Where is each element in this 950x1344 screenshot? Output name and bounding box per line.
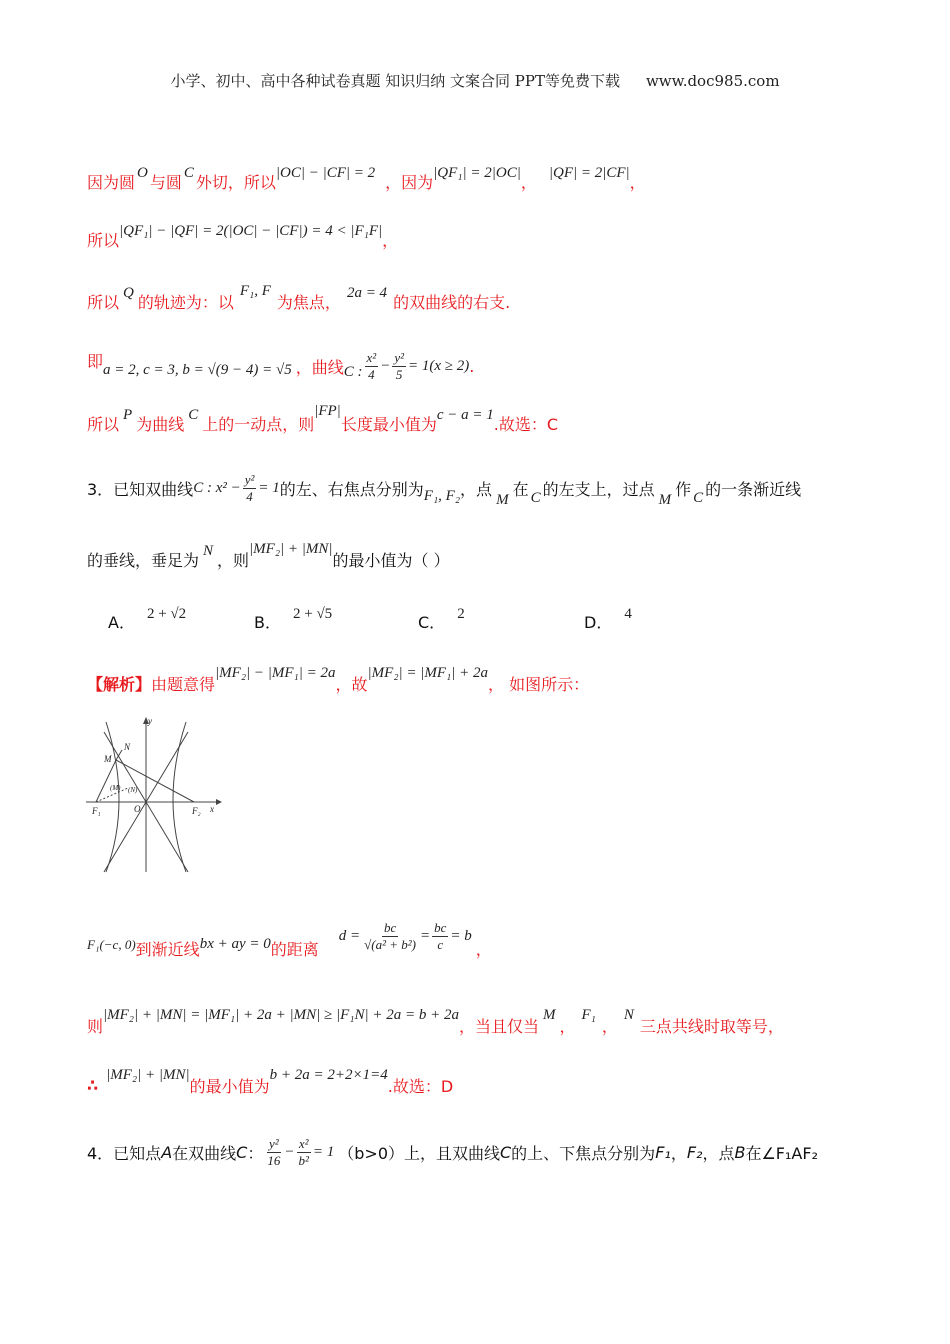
math: M bbox=[658, 492, 672, 508]
math: C : bbox=[343, 364, 363, 380]
math: d = bbox=[338, 928, 361, 944]
math: M bbox=[542, 1007, 556, 1023]
solution-line-4 bbox=[87, 350, 474, 383]
text: 的一条渐近线 bbox=[705, 480, 802, 499]
text: 所以 bbox=[87, 293, 120, 312]
math: = bbox=[420, 928, 431, 944]
math: B bbox=[734, 1143, 746, 1162]
solution-3-line-2 bbox=[87, 920, 492, 959]
text: 的垂线，垂足为 bbox=[87, 551, 200, 570]
option-a[interactable]: A． 2 + √2 bbox=[108, 606, 187, 632]
text: ，因为 bbox=[385, 173, 434, 192]
text: . bbox=[469, 357, 475, 376]
label-m: M bbox=[104, 754, 112, 764]
math: a = 2, c = 3, b = √(9 − 4) = √5 bbox=[103, 362, 292, 378]
text: 的最小值为（ ） bbox=[332, 551, 450, 570]
text: ， bbox=[475, 940, 492, 959]
math: C bbox=[693, 490, 704, 506]
fraction: $\frac{bc}{c}$ bbox=[434, 920, 447, 952]
math: = 1 bbox=[258, 480, 280, 496]
math: |MF₂| = |MF₁| + 2a bbox=[367, 665, 489, 681]
text: 作 bbox=[675, 480, 692, 499]
math: = 1(x ≥ 2) bbox=[407, 358, 470, 374]
header-text: 小学、初中、高中各种试卷真题 知识归纳 文案合同 PPT等免费下载 bbox=[170, 72, 620, 90]
math: C bbox=[188, 407, 199, 423]
hyperbola-figure bbox=[84, 712, 224, 874]
text: ， bbox=[629, 173, 646, 192]
text: （b>0）上，且双曲线 bbox=[338, 1144, 500, 1163]
solution-line-5 bbox=[87, 403, 558, 435]
text: ，则 bbox=[217, 551, 250, 570]
math: 2a = 4 bbox=[346, 285, 388, 301]
text: .故选：C bbox=[493, 415, 558, 434]
text: .故选：D bbox=[387, 1077, 454, 1096]
math: F₁(−c, 0) bbox=[87, 936, 136, 952]
text: 的双曲线的右支. bbox=[393, 293, 511, 312]
text: 所以 bbox=[87, 415, 120, 434]
text: 在 bbox=[512, 480, 529, 499]
math: O bbox=[137, 165, 148, 181]
math: C bbox=[530, 490, 541, 506]
math: F₁, F₂ bbox=[423, 488, 461, 504]
analysis-tag: 【解析】 bbox=[87, 675, 152, 694]
question-4-line-1 bbox=[87, 1136, 818, 1169]
text: ，点 bbox=[460, 480, 493, 499]
text: 3．已知双曲线 bbox=[87, 480, 194, 499]
label-f2: F₂ bbox=[192, 806, 201, 816]
math: |QF₁| = 2|OC| bbox=[433, 165, 521, 181]
fraction: $\frac{\text{x²}}{4}$ bbox=[366, 350, 377, 382]
segment-m-f2 bbox=[116, 760, 194, 802]
math: bx + ay = 0 bbox=[199, 936, 271, 952]
label-m-prime: (M) bbox=[110, 784, 121, 792]
text: 的距离 bbox=[270, 940, 319, 959]
text: ，点 bbox=[702, 1144, 735, 1163]
fraction: $\frac{bc}{\text{√(a² + b²)}}$ bbox=[364, 920, 417, 952]
text: ，当且仅当 bbox=[458, 1017, 539, 1036]
text: 即 bbox=[87, 352, 104, 371]
option-b[interactable]: B． 2 + √5 bbox=[254, 606, 333, 632]
header-url[interactable]: www.doc985.com bbox=[645, 72, 780, 90]
solution-3-line-1 bbox=[87, 665, 590, 695]
text: 的上、下焦点分别为 bbox=[511, 1144, 656, 1163]
math: N bbox=[623, 1007, 634, 1023]
fraction: $\frac{\text{y²}}{16}$ bbox=[267, 1136, 281, 1168]
fraction: $\frac{\text{y²}}{5}$ bbox=[394, 350, 404, 382]
text: 所以 bbox=[87, 231, 120, 250]
question-3-line-1 bbox=[87, 472, 802, 508]
text: ，曲线 bbox=[295, 358, 344, 377]
label-y: y bbox=[148, 716, 152, 726]
math: |FP| bbox=[314, 403, 341, 419]
text: 外切，所以 bbox=[195, 173, 276, 192]
solution-line-2 bbox=[87, 223, 399, 251]
x-axis-arrow bbox=[216, 799, 222, 805]
text: 的左、右焦点分别为 bbox=[279, 480, 424, 499]
math: F₁ bbox=[655, 1143, 671, 1162]
text: 4．已知点 bbox=[87, 1144, 162, 1163]
solution-3-line-3 bbox=[87, 1004, 784, 1036]
label-n-prime: (N) bbox=[128, 786, 138, 794]
math: |MF₂| + |MN| bbox=[249, 541, 333, 557]
segment-m-n bbox=[116, 750, 122, 760]
text: 的最小值为 bbox=[189, 1077, 270, 1096]
label-n: N bbox=[124, 742, 131, 752]
math: P bbox=[123, 407, 133, 423]
math: C bbox=[236, 1143, 248, 1162]
math: = b bbox=[450, 928, 472, 944]
solution-line-3 bbox=[87, 283, 511, 313]
text: 在∠F₁AF₂ bbox=[745, 1144, 818, 1163]
text: 长度最小值为 bbox=[340, 415, 437, 434]
math: |QF| = 2|CF| bbox=[548, 165, 630, 181]
math: C : x² − bbox=[193, 480, 241, 496]
fraction: $\frac{\text{y²}}{4}$ bbox=[244, 472, 255, 504]
text: 到渐近线 bbox=[135, 940, 200, 959]
math: Q bbox=[123, 285, 134, 301]
fraction: $\frac{\text{x²}}{\text{b²}}$ bbox=[298, 1136, 309, 1168]
text: 为曲线 bbox=[136, 415, 185, 434]
label-f1: F₁ bbox=[92, 806, 101, 816]
math: c − a = 1 bbox=[436, 407, 494, 423]
text: 在双曲线 bbox=[172, 1144, 237, 1163]
math: − bbox=[284, 1144, 295, 1160]
text: ， bbox=[382, 231, 399, 250]
math: N bbox=[203, 543, 214, 559]
text: 上的一动点，则 bbox=[202, 415, 315, 434]
text: 为焦点， bbox=[276, 293, 341, 312]
text: 的左支上，过点 bbox=[542, 480, 655, 499]
label-o: O bbox=[134, 804, 141, 814]
math: |MF₂| + |MN| bbox=[106, 1067, 190, 1083]
text: ， bbox=[601, 1017, 618, 1036]
text: ， bbox=[559, 1017, 576, 1036]
text: 由题意得 bbox=[151, 675, 216, 694]
text: 三点共线时取等号， bbox=[639, 1017, 784, 1036]
option-d[interactable]: D． 4 bbox=[584, 606, 632, 632]
solution-line-1 bbox=[87, 165, 646, 193]
math: F₂ bbox=[686, 1143, 703, 1162]
text: 与圆 bbox=[149, 173, 182, 192]
math: |MF₂| + |MN| = |MF₁| + 2a + |MN| ≥ |F₁N| + 2a = b + 2a bbox=[103, 1007, 459, 1023]
solution-3-line-4 bbox=[87, 1064, 454, 1096]
text: 因为圆 bbox=[87, 173, 136, 192]
math: |MF₂| − |MF₁| = 2a bbox=[215, 665, 336, 681]
math: |QF₁| − |QF| = 2(|OC| − |CF|) = 4 < |F₁F| bbox=[119, 223, 383, 239]
math: = 1 bbox=[312, 1144, 335, 1160]
math: C bbox=[183, 165, 194, 181]
text: ，故 bbox=[335, 675, 368, 694]
therefore-symbol: ∴ bbox=[87, 1076, 99, 1095]
math: C bbox=[500, 1143, 512, 1162]
math: − bbox=[380, 358, 391, 374]
math: F₁ bbox=[581, 1007, 596, 1023]
text: ， bbox=[670, 1144, 687, 1163]
math: |OC| − |CF| = 2 bbox=[275, 165, 376, 181]
question-3-line-2 bbox=[87, 541, 450, 571]
text: ： bbox=[247, 1144, 264, 1163]
math: F₁, F bbox=[239, 283, 271, 299]
label-x: x bbox=[210, 804, 214, 814]
option-c[interactable]: C． 2 bbox=[418, 606, 465, 632]
segment-f1-m bbox=[96, 760, 116, 802]
text: ， bbox=[520, 173, 537, 192]
text: ， 如图所示： bbox=[488, 675, 590, 694]
math: M bbox=[496, 492, 509, 508]
math: b + 2a = 2+2×1=4 bbox=[269, 1067, 388, 1083]
text: 的轨迹为：以 bbox=[137, 293, 234, 312]
page-header bbox=[0, 70, 950, 91]
math: A bbox=[161, 1143, 173, 1162]
text: 则 bbox=[87, 1017, 104, 1036]
